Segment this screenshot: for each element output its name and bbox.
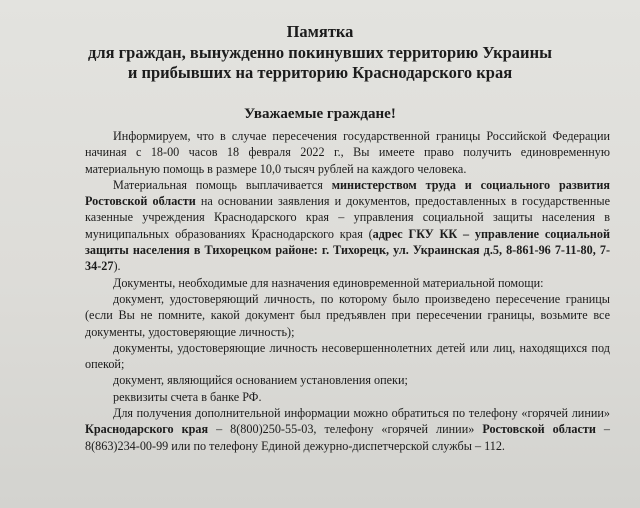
payment-text-a: Материальная помощь выплачивается	[113, 177, 332, 192]
hotline-text-c: – 8(800)250-55-03, телефону «горячей линии»	[208, 422, 483, 437]
document-body	[85, 128, 610, 454]
document-item-guardianship: документ, являющийся основанием установления опеки;	[113, 373, 408, 388]
ministry-name: министерством труда и социального развития Ростовской области	[85, 177, 610, 209]
paragraph-hotline	[85, 405, 610, 454]
document-item-identity: документ, удостоверяющий личность, по которому было произведено пересечение границы (если Вы не помните, какой документ был предъявлен при пересечении границы, возьмите все документы, удостоверяющие личность);	[85, 291, 610, 339]
document-subtitle-line-1: для граждан, вынужденно покинувших территорию Украины	[88, 43, 552, 62]
hotline-text-e: – 8(863)234-00-99 или по телефону Единой дежурно-диспетчерской службы – 112.	[85, 422, 611, 453]
hotline-region-rostov: Ростовской области	[482, 422, 596, 437]
paragraph-inform: Информируем, что в случае пересечения государственной границы Российской Федерации начиная с 18-00 часов 18 февраля 2022 г., Вы имеете право получить единовременную материальную помощь в размере 10,0 тысяч рублей на каждого человека.	[85, 129, 610, 176]
document-subtitle-line-2: и прибывших на территорию Краснодарского края	[127, 63, 513, 82]
payment-text-e: ).	[113, 259, 121, 274]
office-address: адрес ГКУ КК – управление социальной защиты населения в Тихорецком районе: г. Тихорецк, ул. Украинская д.5, 8-861-96 7-11-80, 7-34-27	[85, 226, 610, 274]
hotline-region-krasnodar: Краснодарского края	[85, 422, 209, 437]
document-title: Памятка	[286, 22, 354, 41]
paragraph-documents-intro: Документы, необходимые для назначения единовременной материальной помощи:	[113, 275, 544, 290]
hotline-text-a: Для получения дополнительной информации можно обратиться по телефону «горячей линии»	[113, 406, 610, 421]
greeting: Уважаемые граждане!	[244, 106, 396, 122]
paragraph-payment	[85, 177, 610, 275]
document-item-minors: документы, удостоверяющие личность несовершеннолетних детей или лиц, находящихся под опекой;	[85, 340, 610, 372]
document-item-bank: реквизиты счета в банке РФ.	[113, 389, 262, 404]
payment-text-c: на основании заявления и документов, предоставленных в государственные казенные учреждения Краснодарского края – управления социальной защиты населения в муниципальных образованиях Краснодарского края (	[85, 194, 610, 241]
